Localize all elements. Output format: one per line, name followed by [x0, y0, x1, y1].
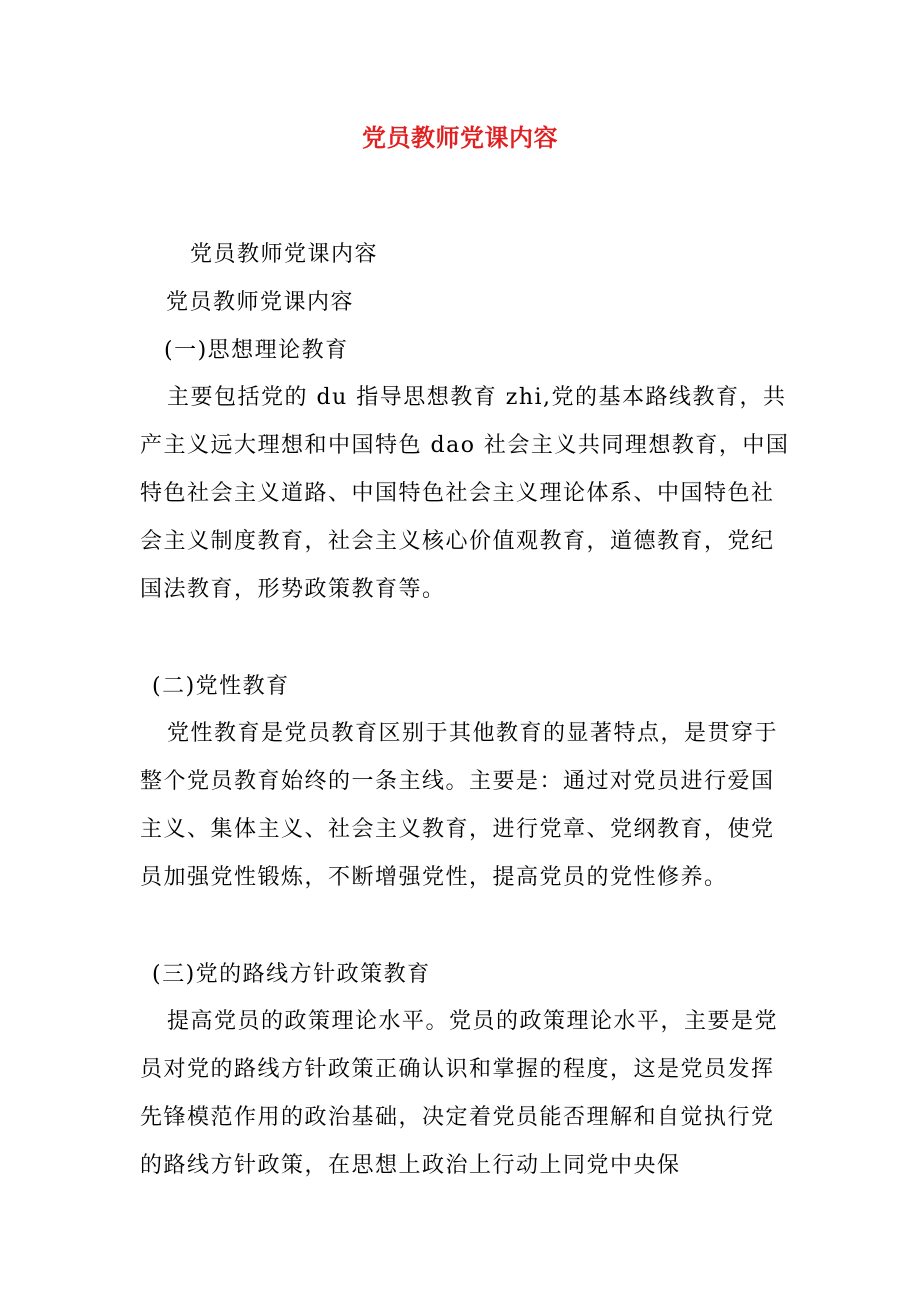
document-title: 党员教师党课内容 [362, 123, 558, 152]
section-2-body: 党性教育是党员教育区别于其他教育的显著特点，是贯穿于整个党员教育始终的一条主线。主要是：通过对党员进行爱国主义、集体主义、社会主义教育，进行党章、党纲教育，使党员加强党性锻炼，不断增强党性，提高党员的党性修养。 [140, 721, 779, 890]
section-3-body: 提高党员的政策理论水平。党员的政策理论水平，主要是党员对党的路线方针政策正确认识和掌握的程度，这是党员发挥先锋模范作用的政治基础，决定着党员能否理解和自觉执行党的路线方针政策，在思想上政治上行动上同党中央保 [140, 1009, 779, 1178]
section-1-body: 主要包括党的 du 指导思想教育 zhi,党的基本路线教育，共产主义远大理想和中国特色 dao 社会主义共同理想教育，中国特色社会主义道路、中国特色社会主义理论体系、中国特色社会主义制度教育，社会主义核心价值观教育，道德教育，党纪国法教育，形势政策教育等。 [140, 385, 790, 602]
heading-repeat-1: 党员教师党课内容 [190, 242, 379, 267]
section-2-heading: (二)党性教育 [152, 674, 290, 699]
section-1-heading: (一)思想理论教育 [164, 338, 349, 363]
heading-repeat-2: 党员教师党课内容 [166, 290, 355, 315]
section-3-heading: (三)党的路线方针政策教育 [152, 962, 431, 987]
